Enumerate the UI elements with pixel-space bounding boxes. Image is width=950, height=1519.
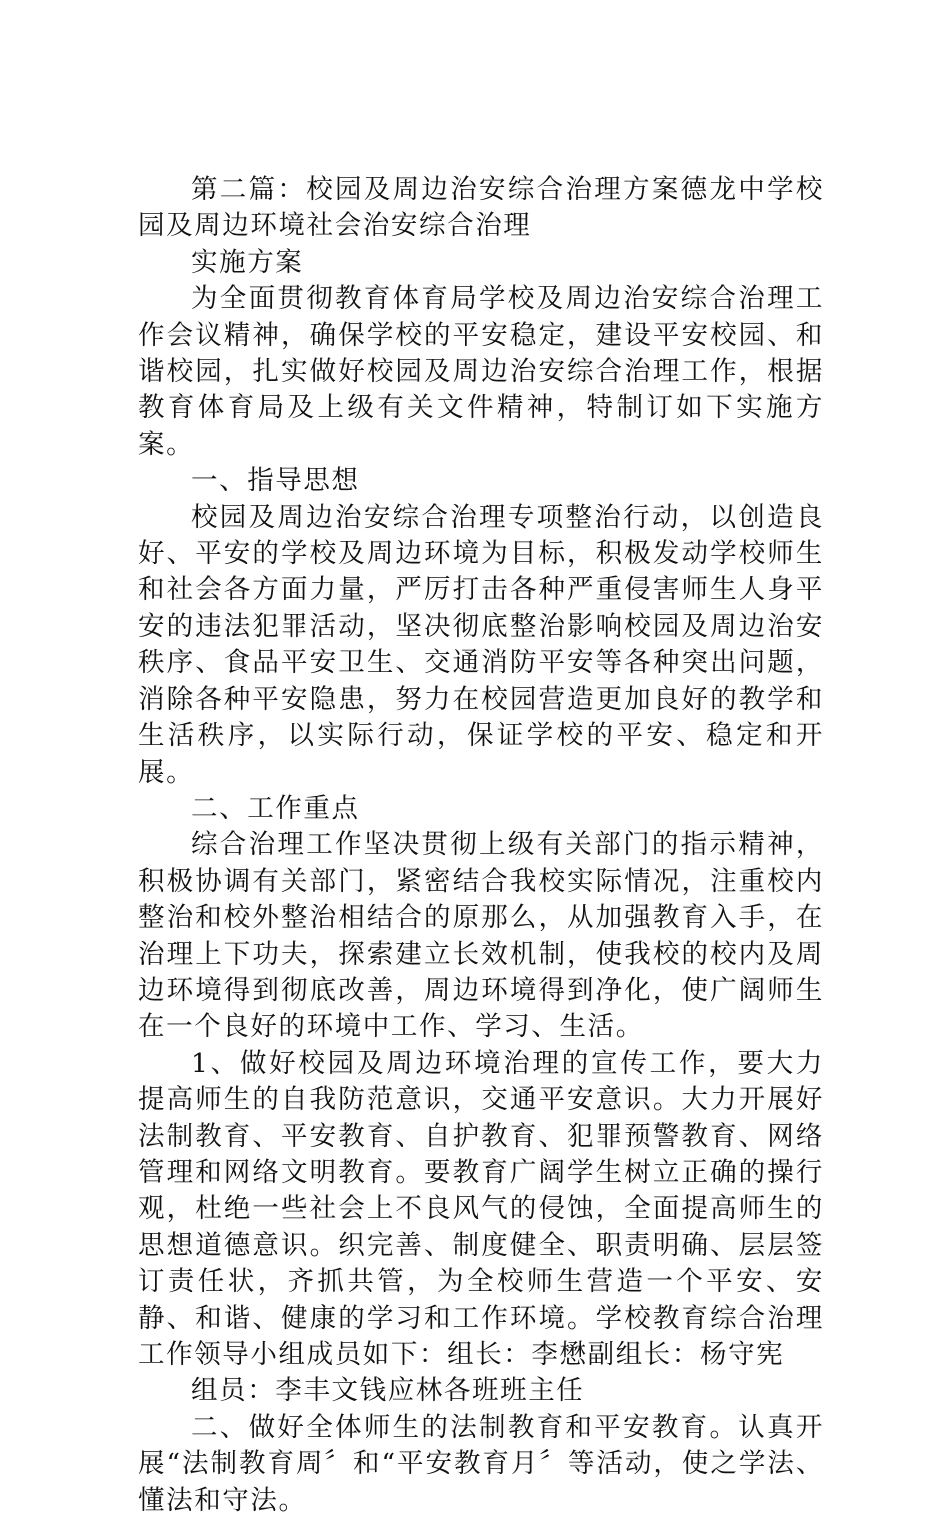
document-title: 第二篇：校园及周边治安综合治理方案德龙中学校园及周边环境社会治安综合治理 xyxy=(138,174,824,242)
section-heading-guiding-ideology: 一、指导思想 xyxy=(191,465,360,497)
list-item-publicity-work: 1、做好校园及周边环境治理的宣传工作，要大力提高师生的自我防范意识，交通平安意识。大力开展好法制教育、平安教育、自护教育、犯罪预警教育、网络管理和网络文明教育。要教育广阔学生树立正确的操行观，杜绝一些社会上不良风气的侵蚀，全面提高师生的思想道德意识。织完善、制度健全、职责明确、层层签订责任状，齐抓共管，为全校师生营造一个平安、安静、和谐、健康的学习和工作环境。学校教育综合治理工作领导小组成员如下：组长：李懋副组长：杨守宪 xyxy=(138,1047,824,1370)
document-subtitle: 实施方案 xyxy=(191,246,304,278)
section-body-guiding-ideology: 校园及周边治安综合治理专项整治行动，以创造良好、平安的学校及周边环境为目标，积极发动学校师生和社会各方面力量，严厉打击各种严重侵害师生人身平安的违法犯罪活动，坚决彻底整治影响校园及周边治安秩序、食品平安卫生、交通消防平安等各种突出问题，消除各种平安隐患，努力在校园营造更加良好的教学和生活秩序，以实际行动，保证学校的平安、稳定和开展。 xyxy=(138,501,824,788)
list-item-legal-education: 二、做好全体师生的法制教育和平安教育。认真开展“法制教育周〞和“平安教育月〞等活动，使之学法、懂法和守法。 xyxy=(138,1411,824,1516)
members-line: 组员：李丰文钱应林各班班主任 xyxy=(191,1375,585,1407)
section-heading-work-focus: 二、工作重点 xyxy=(191,792,360,824)
section-body-work-focus: 综合治理工作坚决贯彻上级有关部门的指示精神，积极协调有关部门，紧密结合我校实际情况，注重校内整治和校外整治相结合的原那么，从加强教育入手，在治理上下功夫，探索建立长效机制，使我校的校内及周边环境得到彻底改善，周边环境得到净化，使广阔师生在一个良好的环境中工作、学习、生活。 xyxy=(138,829,824,1043)
intro-paragraph: 为全面贯彻教育体育局学校及周边治安综合治理工作会议精神，确保学校的平安稳定，建设平安校园、和谐校园，扎实做好校园及周边治安综合治理工作，根据教育体育局及上级有关文件精神，特制订如下实施方案。 xyxy=(138,283,824,460)
document-body xyxy=(138,172,824,1519)
